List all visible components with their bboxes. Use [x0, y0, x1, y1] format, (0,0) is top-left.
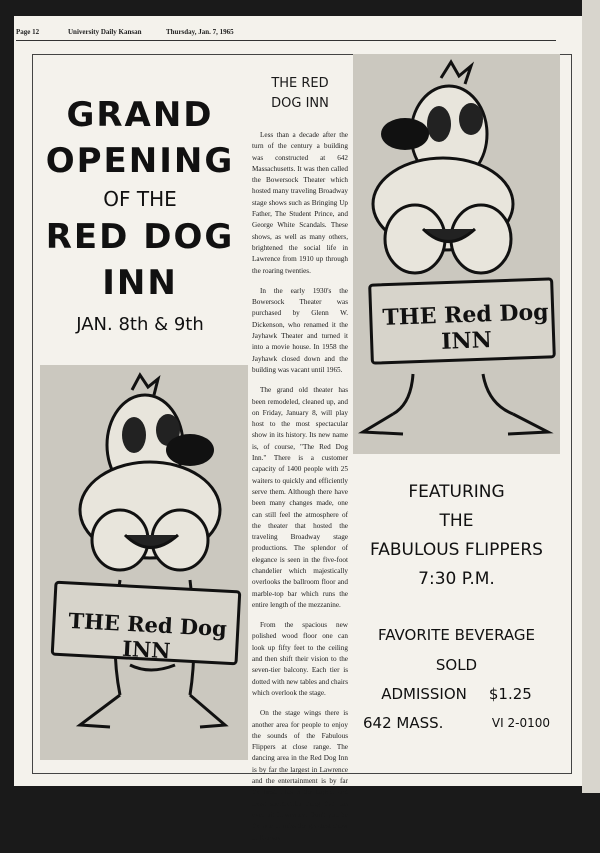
- article-paragraph: In the early 1930's the Bowersock Theater was purchased by Glenn W. Dickenson, who renamed it the Jayhawk Theater and turned it into a movie house. In 1958 the Jayhawk closed down and the building was vacant until 1965.: [252, 286, 348, 374]
- article-paragraph: From the spacious new polished wood floor one can look up fifty feet to the ceiling and then shift their vision to the seven-tier balcony. Each tier is dotted with new tables and chairs which overlook the stage.: [252, 621, 349, 697]
- article-title: [252, 74, 348, 114]
- admission-row: [353, 680, 560, 708]
- featuring-label: FEATURING: [408, 482, 505, 502]
- headline-of-the: OF THE: [103, 187, 177, 211]
- article-paragraph: Less than a decade after the turn of the century a building was constructed at 642 Massachusetts. It was then called the Bowersock Theater which hosted many traveling Broadway stage shows such as Bringing Up Father, The Student Prince, and George White Scandals. These shows, as well as many others, brightened the social life in Lawrence from 1910 up through the roaring twenties.: [252, 131, 348, 275]
- next-page-edge: [582, 0, 600, 793]
- running-head: [16, 28, 556, 40]
- headline-red-dog: RED DOG: [45, 217, 235, 257]
- admission-label: ADMISSION: [381, 685, 467, 703]
- address: 642 MASS.: [363, 714, 444, 732]
- article-column: [252, 74, 348, 853]
- paper-name: University Daily Kansan: [68, 28, 142, 36]
- band-name: FABULOUS FLIPPERS: [370, 540, 543, 560]
- phone-number: VI 2-0100: [491, 716, 550, 730]
- article-paragraph: On the stage wings there is another area for people to enjoy the sounds of the Fabulous Flippers at close range. The dancing area in the Red Dog Inn is by far the largest in Lawrence and the entertainment is by far the best. This is the largest and most spectacular thing that has ever hit Lawrence. Don't you be the one to miss the greatest show in Kansas.: [252, 709, 348, 842]
- sign-text-left: THE Red Dog INN: [67, 607, 228, 664]
- beverage-note: [353, 620, 560, 680]
- sign-text-right: THE Red Dog INN: [382, 299, 549, 355]
- featuring-the: THE: [439, 511, 474, 531]
- dog-illustration-right: [353, 54, 560, 454]
- headline-grand: GRAND: [66, 95, 214, 135]
- article-paragraph: The grand old theater has been remodeled, cleaned up, and on Friday, January 8, will play host to the most spectacular show in its history. Its new name is, of course, "The Red Dog Inn." There is a customer capacity of 1400 people with 25 waiters to quickly and efficiently serve them. Although there have been many changes made, one can still feel the atmosphere of the theater that hosted the traveling Broadway stage productions. The splendor of elegance is seen in the five-foot chandelier which majestically overlooks the ballroom floor and marble-top bar which runs the entire length of the mezzanine.: [252, 386, 348, 609]
- article-title-line2: DOG INN: [271, 96, 329, 111]
- beverage-line2: SOLD: [435, 656, 478, 674]
- page-number: Page 12: [16, 28, 40, 36]
- grand-opening-headline: [40, 92, 240, 338]
- issue-date: Thursday, Jan. 7, 1965: [166, 28, 234, 36]
- opening-dates: JAN. 8th & 9th: [76, 314, 204, 335]
- article-title-line1: THE RED: [271, 76, 329, 91]
- feature-block: [353, 478, 560, 738]
- address-row: [353, 708, 560, 738]
- headline-inn: INN: [102, 263, 178, 303]
- header-rule: [16, 40, 556, 41]
- admission-price: $1.25: [488, 685, 532, 703]
- show-time: 7:30 P.M.: [418, 569, 495, 589]
- dog-illustration-left: [40, 365, 248, 760]
- beverage-line1: FAVORITE BEVERAGE: [377, 626, 536, 644]
- headline-opening: OPENING: [45, 141, 235, 181]
